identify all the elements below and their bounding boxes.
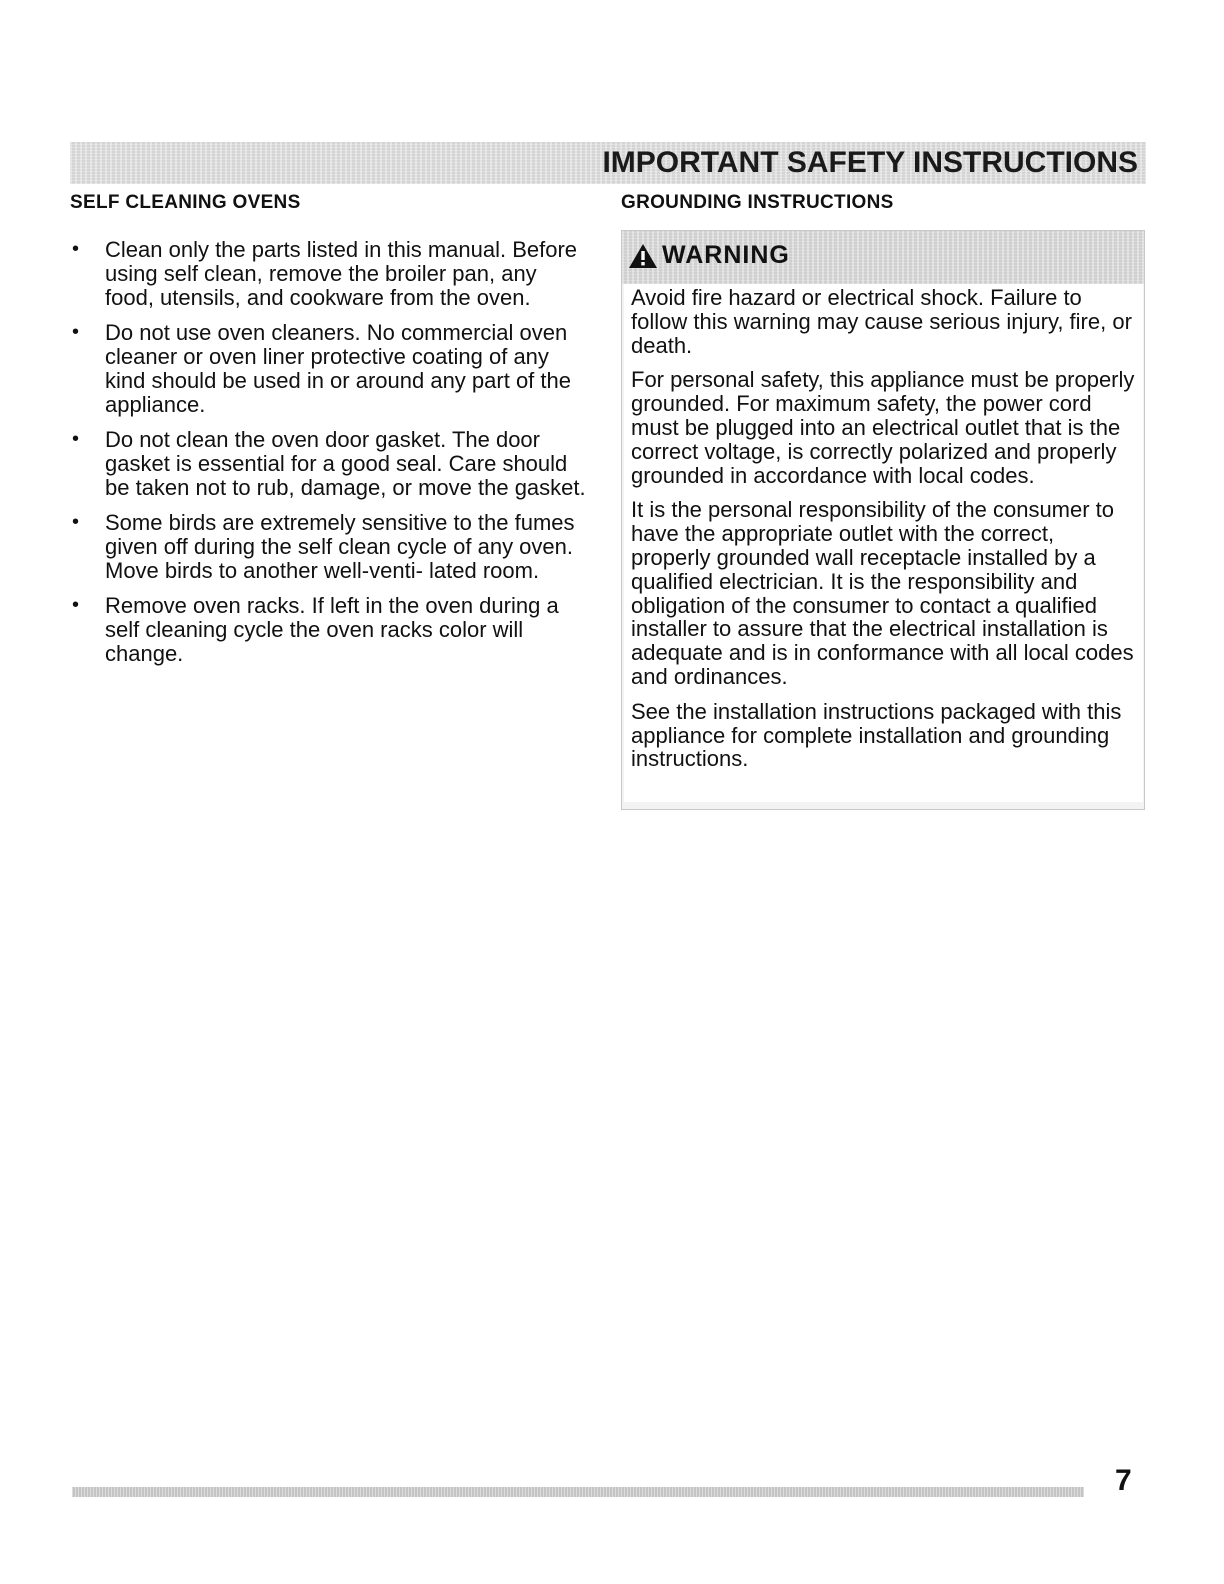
warning-paragraph: See the installation instructions packaged with this appliance for complete installation and grounding instructions. bbox=[631, 698, 1122, 772]
warning-triangle-icon bbox=[628, 243, 658, 269]
footer-rule bbox=[72, 1487, 1084, 1497]
bullet-icon: • bbox=[72, 594, 80, 616]
header-banner bbox=[70, 142, 1146, 184]
bullet-icon: • bbox=[72, 321, 80, 343]
grounding-section bbox=[621, 192, 1146, 810]
list-item-text: Some birds are extremely sensitive to the fumes given off during the self clean cycle of any oven. Move birds to another well-venti- lated room. bbox=[105, 510, 575, 583]
page-number: 7 bbox=[1115, 1464, 1132, 1497]
list-item bbox=[70, 428, 590, 500]
list-item-text: Clean only the parts listed in this manual. Before using self clean, remove the broiler pan, any food, utensils, and cookware from the oven. bbox=[105, 237, 578, 310]
list-item-text: Do not use oven cleaners. No commercial oven cleaner or oven liner protective coating of any kind should be used in or around any part of the appliance. bbox=[105, 320, 571, 417]
self-cleaning-list bbox=[70, 238, 590, 666]
bullet-icon: • bbox=[72, 428, 80, 450]
warning-box bbox=[621, 230, 1145, 810]
warning-paragraph: It is the personal responsibility of the consumer to have the appropriate outlet with the correct, properly grounded wall receptacle installed by a qualified electrician. It is the responsibility and obligation of the consumer to contact a qualified installer to assure that the electrical installation is adequate and is in conformance with all local codes and ordinances. bbox=[631, 497, 1134, 689]
list-item bbox=[70, 511, 590, 583]
warning-paragraph: For personal safety, this appliance must be properly grounded. For maximum safety, the power cord must be plugged into an electrical outlet that is the correct voltage, is correctly polarized and properly grounded in accordance with local codes. bbox=[631, 367, 1135, 488]
warning-text: WARNING bbox=[662, 241, 790, 269]
list-item bbox=[70, 594, 590, 666]
list-item-text: Do not clean the oven door gasket. The door gasket is essential for a good seal. Care should be taken not to rub, damage, or move the gasket. bbox=[105, 427, 586, 500]
list-item bbox=[70, 321, 590, 417]
bullet-icon: • bbox=[72, 238, 80, 260]
list-item-text: Remove oven racks. If left in the oven during a self cleaning cycle the oven racks color will change. bbox=[105, 593, 559, 666]
self-cleaning-section bbox=[70, 192, 590, 677]
bullet-icon: • bbox=[72, 511, 80, 533]
list-item bbox=[70, 238, 590, 310]
warning-label bbox=[628, 241, 790, 270]
warning-paragraph: Avoid fire hazard or electrical shock. Failure to follow this warning may cause serious injury, fire, or death. bbox=[631, 285, 1132, 358]
section-heading-self-cleaning: SELF CLEANING OVENS bbox=[70, 192, 301, 213]
warning-header bbox=[622, 231, 1144, 284]
page-title: IMPORTANT SAFETY INSTRUCTIONS bbox=[602, 146, 1138, 179]
warning-body bbox=[624, 284, 1143, 802]
section-heading-grounding: GROUNDING INSTRUCTIONS bbox=[621, 192, 894, 213]
